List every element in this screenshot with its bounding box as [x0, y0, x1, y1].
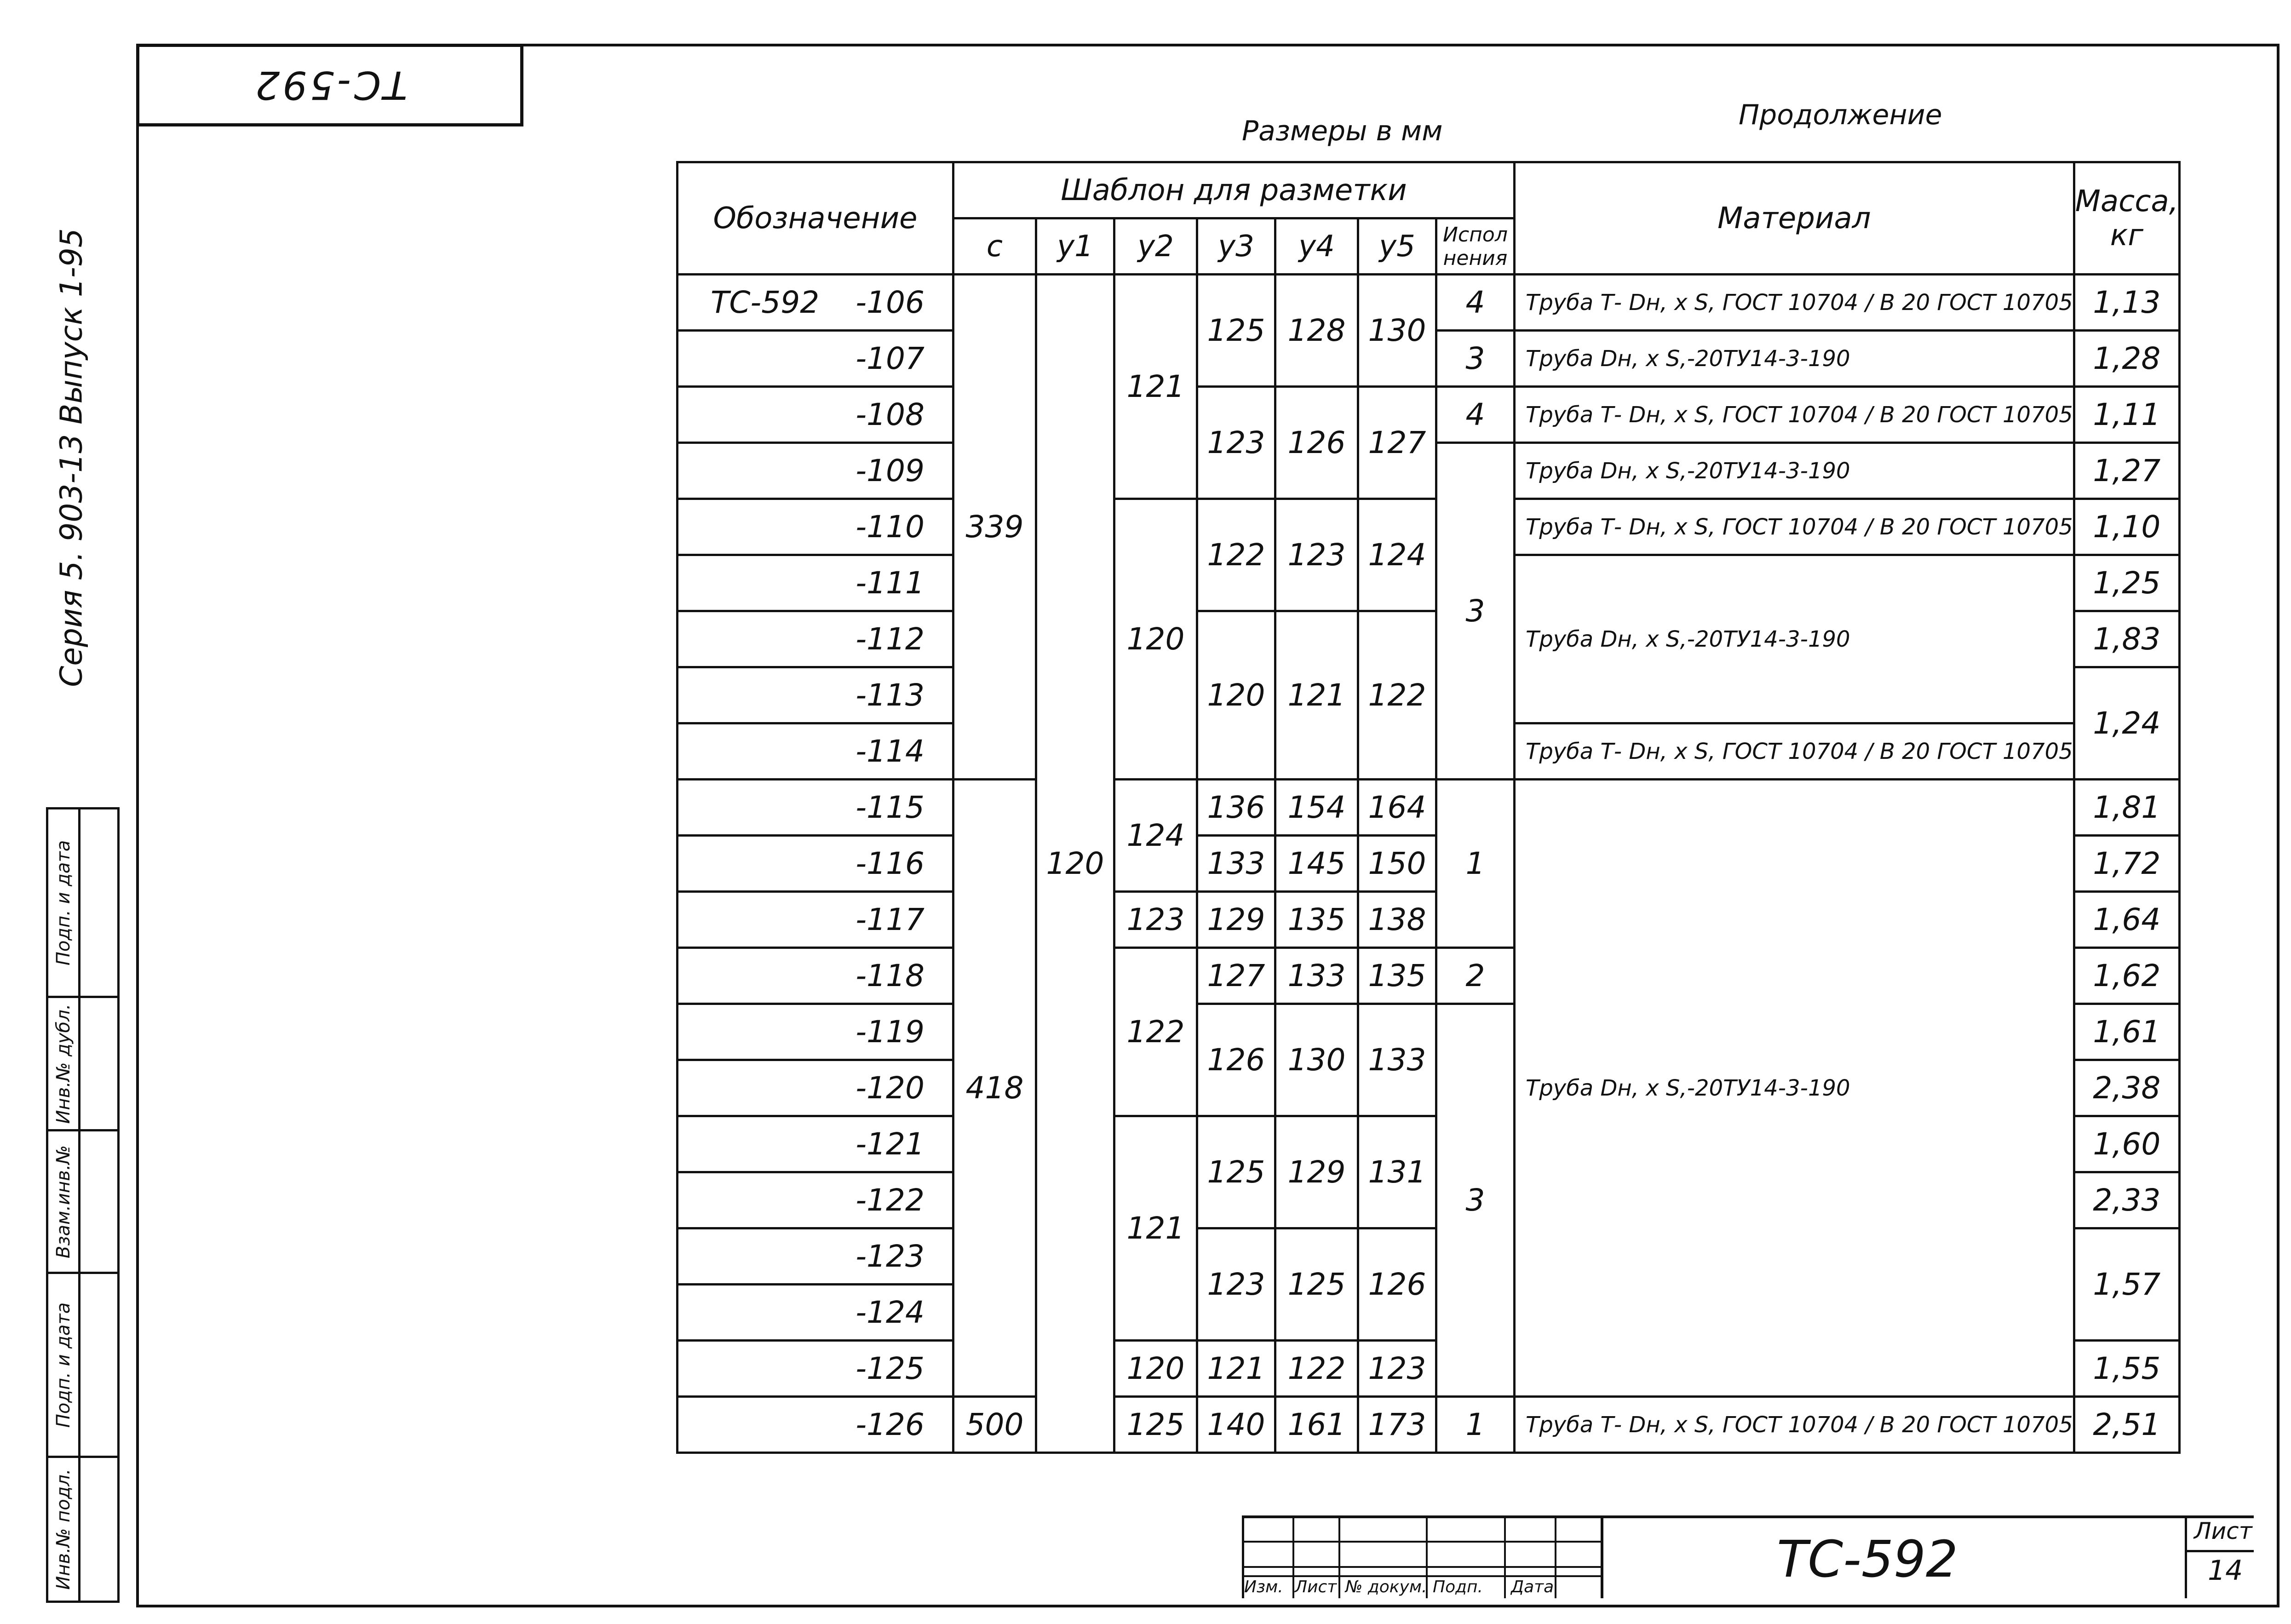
cell-y3: 122	[1197, 499, 1275, 611]
side-field: Инв.№ дубл.	[48, 998, 117, 1131]
cell-y5: 131	[1358, 1116, 1436, 1228]
cell-y2: 120	[1114, 1341, 1197, 1397]
cell-y3: 136	[1197, 780, 1275, 836]
side-stamp-strip	[46, 807, 120, 1603]
cell-y1: 120	[1036, 275, 1114, 1453]
cell-y3: 121	[1197, 1341, 1275, 1397]
cell-y3: 126	[1197, 1004, 1275, 1116]
cell-designation: -107	[678, 331, 953, 387]
side-field: Подп. и дата	[48, 809, 117, 998]
cell-mass: 1,55	[2074, 1341, 2179, 1397]
cell-material: Труба Т- Dн, x S, ГОСТ 10704 / В 20 ГОСТ 10705	[1515, 1397, 2074, 1453]
cell-y4: 130	[1275, 1004, 1358, 1116]
col-c: c	[953, 218, 1036, 275]
cell-material: Труба Т- Dн, x S, ГОСТ 10704 / В 20 ГОСТ 10705	[1515, 275, 2074, 331]
cell-y2: 121	[1114, 1116, 1197, 1341]
cell-mass: 1,11	[2074, 387, 2179, 443]
cell-y5: 126	[1358, 1228, 1436, 1341]
cell-execution: 4	[1436, 275, 1515, 331]
stamp-box	[136, 44, 523, 126]
cell-mass: 1,72	[2074, 836, 2179, 892]
table-row	[678, 275, 2180, 331]
cell-designation: -122	[678, 1172, 953, 1228]
cell-y2: 120	[1114, 499, 1197, 780]
cell-y4: 128	[1275, 275, 1358, 387]
side-field: Подп. и дата	[48, 1274, 117, 1458]
cell-y3: 123	[1197, 1228, 1275, 1341]
cell-designation: -115	[678, 780, 953, 836]
cell-y3: 127	[1197, 948, 1275, 1004]
cell-material: Труба Dн, x S,-20ТУ14-3-190	[1515, 555, 2074, 723]
col-execution: Испол нения	[1436, 218, 1515, 275]
cell-y4: 121	[1275, 611, 1358, 780]
cell-y2: 124	[1114, 780, 1197, 892]
cell-material: Труба Т- Dн, x S, ГОСТ 10704 / В 20 ГОСТ 10705	[1515, 723, 2074, 780]
cell-mass: 2,33	[2074, 1172, 2179, 1228]
cell-mass: 2,51	[2074, 1397, 2179, 1453]
sheet-number: 14	[2208, 1555, 2243, 1587]
table-row	[678, 1397, 2180, 1453]
continuation-note: Продолжение	[1739, 99, 1942, 131]
cell-designation: -123	[678, 1228, 953, 1285]
cell-y3: 120	[1197, 611, 1275, 780]
cell-execution: 3	[1436, 443, 1515, 780]
cell-y4: 126	[1275, 387, 1358, 499]
col-mass: Масса, кг	[2074, 162, 2179, 275]
cell-y5: 150	[1358, 836, 1436, 892]
cell-y4: 122	[1275, 1341, 1358, 1397]
cell-c: 339	[953, 275, 1036, 780]
cell-y5: 123	[1358, 1341, 1436, 1397]
cell-c: 418	[953, 780, 1036, 1397]
cell-y3: 129	[1197, 892, 1275, 948]
tb-label-izm: Изм.	[1244, 1578, 1283, 1596]
cell-y3: 133	[1197, 836, 1275, 892]
spec-table	[676, 161, 2181, 1454]
cell-y4: 154	[1275, 780, 1358, 836]
col-designation: Обозначение	[678, 162, 953, 275]
table-body	[678, 275, 2180, 1453]
cell-mass: 1,81	[2074, 780, 2179, 836]
tb-label-sign: Подп.	[1433, 1578, 1483, 1596]
cell-y3: 140	[1197, 1397, 1275, 1453]
cell-y4: 133	[1275, 948, 1358, 1004]
cell-designation: -120	[678, 1060, 953, 1116]
table-row	[678, 780, 2180, 836]
cell-designation: -125	[678, 1341, 953, 1397]
cell-y5: 124	[1358, 499, 1436, 611]
tb-label-doc: № докум.	[1345, 1578, 1427, 1596]
cell-mass: 1,10	[2074, 499, 2179, 555]
cell-y2: 123	[1114, 892, 1197, 948]
cell-material: Труба Т- Dн, x S, ГОСТ 10704 / В 20 ГОСТ 10705	[1515, 499, 2074, 555]
title-code: ТС-592	[1777, 1530, 1958, 1589]
cell-mass: 1,13	[2074, 275, 2179, 331]
cell-y5: 130	[1358, 275, 1436, 387]
cell-execution: 3	[1436, 1004, 1515, 1397]
col-y2: y2	[1114, 218, 1197, 275]
cell-material: Труба Dн, x S,-20ТУ14-3-190	[1515, 780, 2074, 1397]
cell-execution: 3	[1436, 331, 1515, 387]
cell-y4: 123	[1275, 499, 1358, 611]
cell-y3: 125	[1197, 275, 1275, 387]
side-caption: Серия 5. 903-13 Выпуск 1-95	[53, 228, 89, 687]
cell-mass: 1,83	[2074, 611, 2179, 667]
cell-material: Труба Т- Dн, x S, ГОСТ 10704 / В 20 ГОСТ 10705	[1515, 387, 2074, 443]
cell-mass: 1,25	[2074, 555, 2179, 611]
cell-execution: 2	[1436, 948, 1515, 1004]
cell-designation: ТС-592 -106	[678, 275, 953, 331]
cell-y4: 135	[1275, 892, 1358, 948]
units-note: Размеры в мм	[1242, 115, 1443, 147]
table-row	[678, 387, 2180, 443]
cell-y5: 133	[1358, 1004, 1436, 1116]
cell-y5: 164	[1358, 780, 1436, 836]
cell-mass: 1,61	[2074, 1004, 2179, 1060]
cell-designation: -114	[678, 723, 953, 780]
col-y4: y4	[1275, 218, 1358, 275]
cell-y4: 125	[1275, 1228, 1358, 1341]
side-field: Инв.№ подл.	[48, 1458, 117, 1601]
cell-mass: 1,28	[2074, 331, 2179, 387]
cell-mass: 1,57	[2074, 1228, 2179, 1341]
cell-y5: 122	[1358, 611, 1436, 780]
cell-designation: -124	[678, 1285, 953, 1341]
title-block	[1242, 1515, 2254, 1598]
cell-designation: -112	[678, 611, 953, 667]
col-y1: y1	[1036, 218, 1114, 275]
cell-c: 500	[953, 1397, 1036, 1453]
cell-y5: 173	[1358, 1397, 1436, 1453]
cell-designation: -118	[678, 948, 953, 1004]
tb-label-list: Лист	[1295, 1578, 1337, 1596]
cell-designation: -113	[678, 667, 953, 723]
cell-designation: -126	[678, 1397, 953, 1453]
cell-designation: -116	[678, 836, 953, 892]
cell-y5: 127	[1358, 387, 1436, 499]
cell-y5: 138	[1358, 892, 1436, 948]
tb-label-date: Дата	[1511, 1578, 1554, 1596]
cell-y5: 135	[1358, 948, 1436, 1004]
cell-designation: -108	[678, 387, 953, 443]
cell-designation: -119	[678, 1004, 953, 1060]
cell-y4: 161	[1275, 1397, 1358, 1453]
cell-designation: -110	[678, 499, 953, 555]
cell-mass: 1,24	[2074, 667, 2179, 780]
cell-designation: -109	[678, 443, 953, 499]
cell-designation: -121	[678, 1116, 953, 1172]
cell-execution: 1	[1436, 780, 1515, 948]
cell-mass: 1,62	[2074, 948, 2179, 1004]
cell-mass: 2,38	[2074, 1060, 2179, 1116]
col-template: Шаблон для разметки	[953, 162, 1515, 218]
cell-y2: 125	[1114, 1397, 1197, 1453]
cell-y2: 122	[1114, 948, 1197, 1116]
cell-designation: -111	[678, 555, 953, 611]
cell-mass: 1,60	[2074, 1116, 2179, 1172]
cell-designation: -117	[678, 892, 953, 948]
side-field: Взам.инв.№	[48, 1131, 117, 1274]
cell-y3: 125	[1197, 1116, 1275, 1228]
cell-mass: 1,27	[2074, 443, 2179, 499]
cell-material: Труба Dн, x S,-20ТУ14-3-190	[1515, 331, 2074, 387]
col-material: Материал	[1515, 162, 2074, 275]
stamp-code: ТС-592	[252, 63, 408, 108]
col-y5: y5	[1358, 218, 1436, 275]
cell-material: Труба Dн, x S,-20ТУ14-3-190	[1515, 443, 2074, 499]
sheet-label: Лист	[2194, 1518, 2252, 1544]
col-y3: y3	[1197, 218, 1275, 275]
cell-y4: 145	[1275, 836, 1358, 892]
cell-y3: 123	[1197, 387, 1275, 499]
cell-execution: 4	[1436, 387, 1515, 443]
cell-execution: 1	[1436, 1397, 1515, 1453]
cell-y4: 129	[1275, 1116, 1358, 1228]
table-row	[678, 499, 2180, 555]
cell-mass: 1,64	[2074, 892, 2179, 948]
cell-y2: 121	[1114, 275, 1197, 499]
